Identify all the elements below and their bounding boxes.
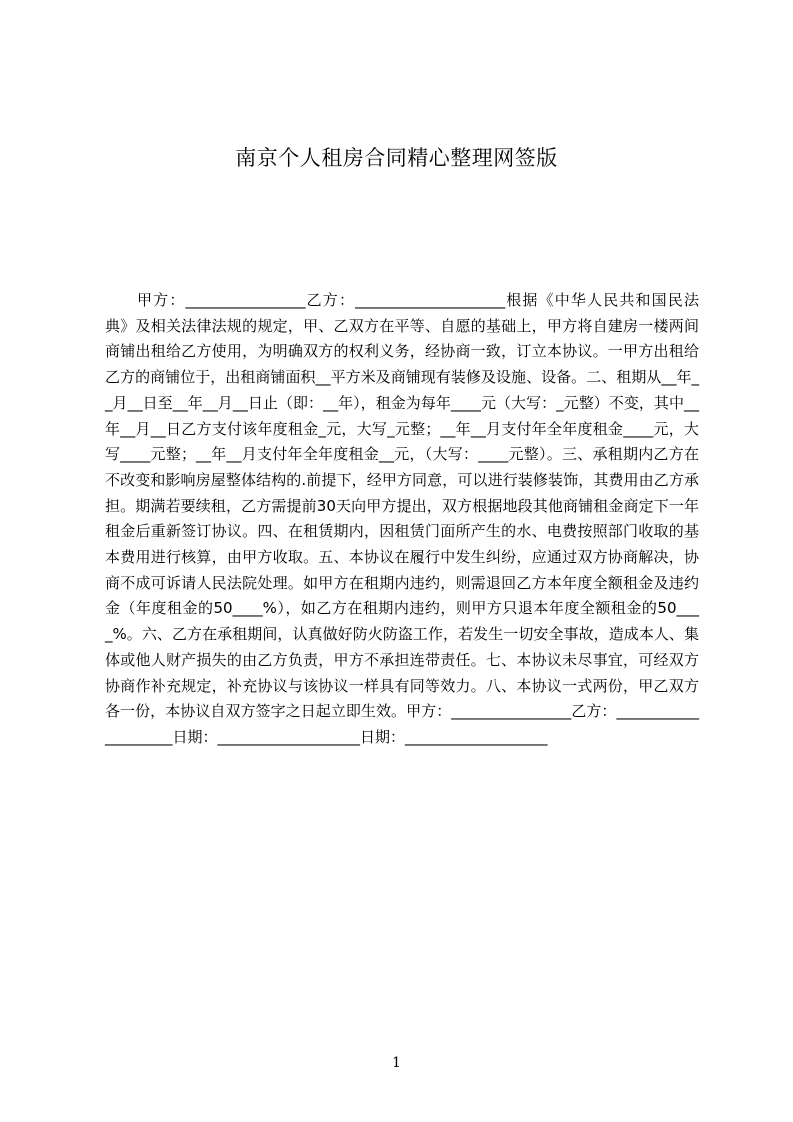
- document-title: 南京个人租房合同精心整理网签版: [235, 146, 558, 170]
- contract-body-text: 甲方：________________乙方：____________________根据《中华人民共和国民法典》及相关法律法规的规定，甲、乙双方在平等、自愿的基础上，甲方将自建房一楼两间商铺出租给乙方使用，为明确双方的权利义务，经协商一致，订立本协议。一甲方出租给乙方的商铺位于，出租商铺面积__平方米及商铺现有装修及设施、设备。二、租期从__年__月__日至__年__月__日止（即：__年），租金为每年____元（大写：_元整）不变，其中__年__月__日乙方支付该年度租金_元，大写_元整；__年__月支付年全年度租金____元，大写____元整；__年__月支付年全年度租金__元，（大写：____元整）。三、承租期内乙方在不改变和影响房屋整体结构的.前提下，经甲方同意，可以进行装修装饰，其费用由乙方承担。期满若要续租，乙方需提前30天向甲方提出，双方根据地段其他商铺租金商定下一年租金后重新签订协议。四、在租赁期内，因租赁门面所产生的水、电费按照部门收取的基本费用进行核算，由甲方收取。五、本协议在履行中发生纠纷，应通过双方协商解决，协商不成可诉请人民法院处理。如甲方在租期内违约，则需退回乙方本年度全额租金及违约金（年度租金的50____%），如乙方在租期内违约，则甲方只退本年度全额租金的50____%。六、乙方在承租期间，认真做好防火防盗工作，若发生一切安全事故，造成本人、集体或他人财产损失的由乙方负责，甲方不承担连带责任。七、本协议未尽事宜，可经双方协商作补充规定，补充协议与该协议一样具有同等效力。八、本协议一式两份，甲乙双方各一份，本协议自双方签字之日起立即生效。甲方：________________乙方：____________________日期：___________________日期：___________________: [105, 291, 699, 746]
- page-number: 1: [392, 1055, 401, 1071]
